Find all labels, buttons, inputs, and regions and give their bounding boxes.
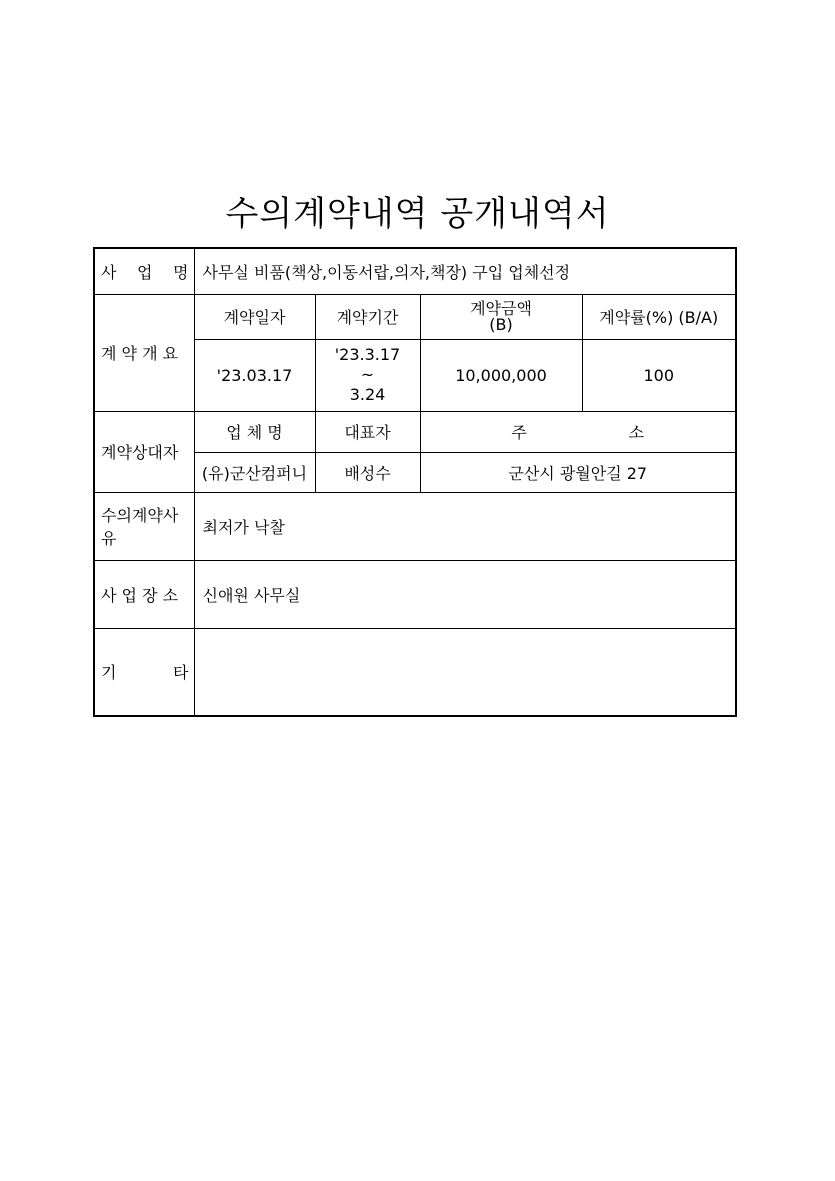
contract-period-end: 3.24 [349, 385, 386, 404]
contract-amount: 10,000,000 [420, 339, 582, 411]
contract-amount-header [420, 294, 582, 339]
etc-label-b: 타 [173, 663, 189, 683]
contract-period-separator: ~ [360, 365, 375, 384]
address-header [420, 411, 736, 452]
reason-label: 수의계약사유 [94, 492, 194, 560]
project-label-char: 사 [101, 262, 117, 282]
etc-label-cell [94, 628, 194, 716]
contract-date: '23.03.17 [194, 339, 315, 411]
ceo-header: 대표자 [315, 411, 420, 452]
location-label: 사 업 장 소 [94, 560, 194, 628]
company-address: 군산시 광월안길 27 [420, 452, 736, 492]
page-title: 수의계약내역 공개내역서 [225, 194, 610, 234]
address-header-b: 소 [628, 423, 645, 442]
project-row [94, 248, 736, 294]
overview-label: 계 약 개 요 [94, 294, 194, 411]
project-label-cell [94, 248, 194, 294]
etc-value [194, 628, 736, 716]
project-label [95, 260, 194, 283]
contract-date-header: 계약일자 [194, 294, 315, 339]
ceo-name: 배성수 [315, 452, 420, 492]
address-header-a: 주 [511, 423, 527, 442]
counterparty-label: 계약상대자 [94, 411, 194, 492]
reason-value: 최저가 낙찰 [194, 492, 736, 560]
contract-amount-header-line1: 계약금액 [470, 298, 532, 318]
contract-period-header: 계약기간 [315, 294, 420, 339]
location-value: 신애원 사무실 [194, 560, 736, 628]
company-name-header: 업 체 명 [194, 411, 315, 452]
overview-header-row [94, 294, 736, 339]
reason-row [94, 492, 736, 560]
location-row [94, 560, 736, 628]
contract-amount-header-line2: (B) [489, 314, 513, 334]
etc-label-a: 기 [101, 663, 117, 683]
contract-rate-header: 계약률(%) (B/A) [582, 294, 736, 339]
project-name: 사무실 비품(책상,이동서랍,의자,책장) 구입 업체선정 [194, 248, 736, 294]
contract-period-start: '23.3.17 [334, 345, 401, 364]
company-name: (유)군산컴퍼니 [194, 452, 315, 492]
etc-label [95, 660, 194, 683]
contract-period [315, 339, 420, 411]
etc-row [94, 628, 736, 716]
contract-rate: 100 [582, 339, 736, 411]
counterparty-header-row [94, 411, 736, 452]
project-label-char: 명 [173, 262, 189, 282]
contract-disclosure-table [93, 247, 737, 717]
project-label-char: 업 [137, 262, 153, 282]
